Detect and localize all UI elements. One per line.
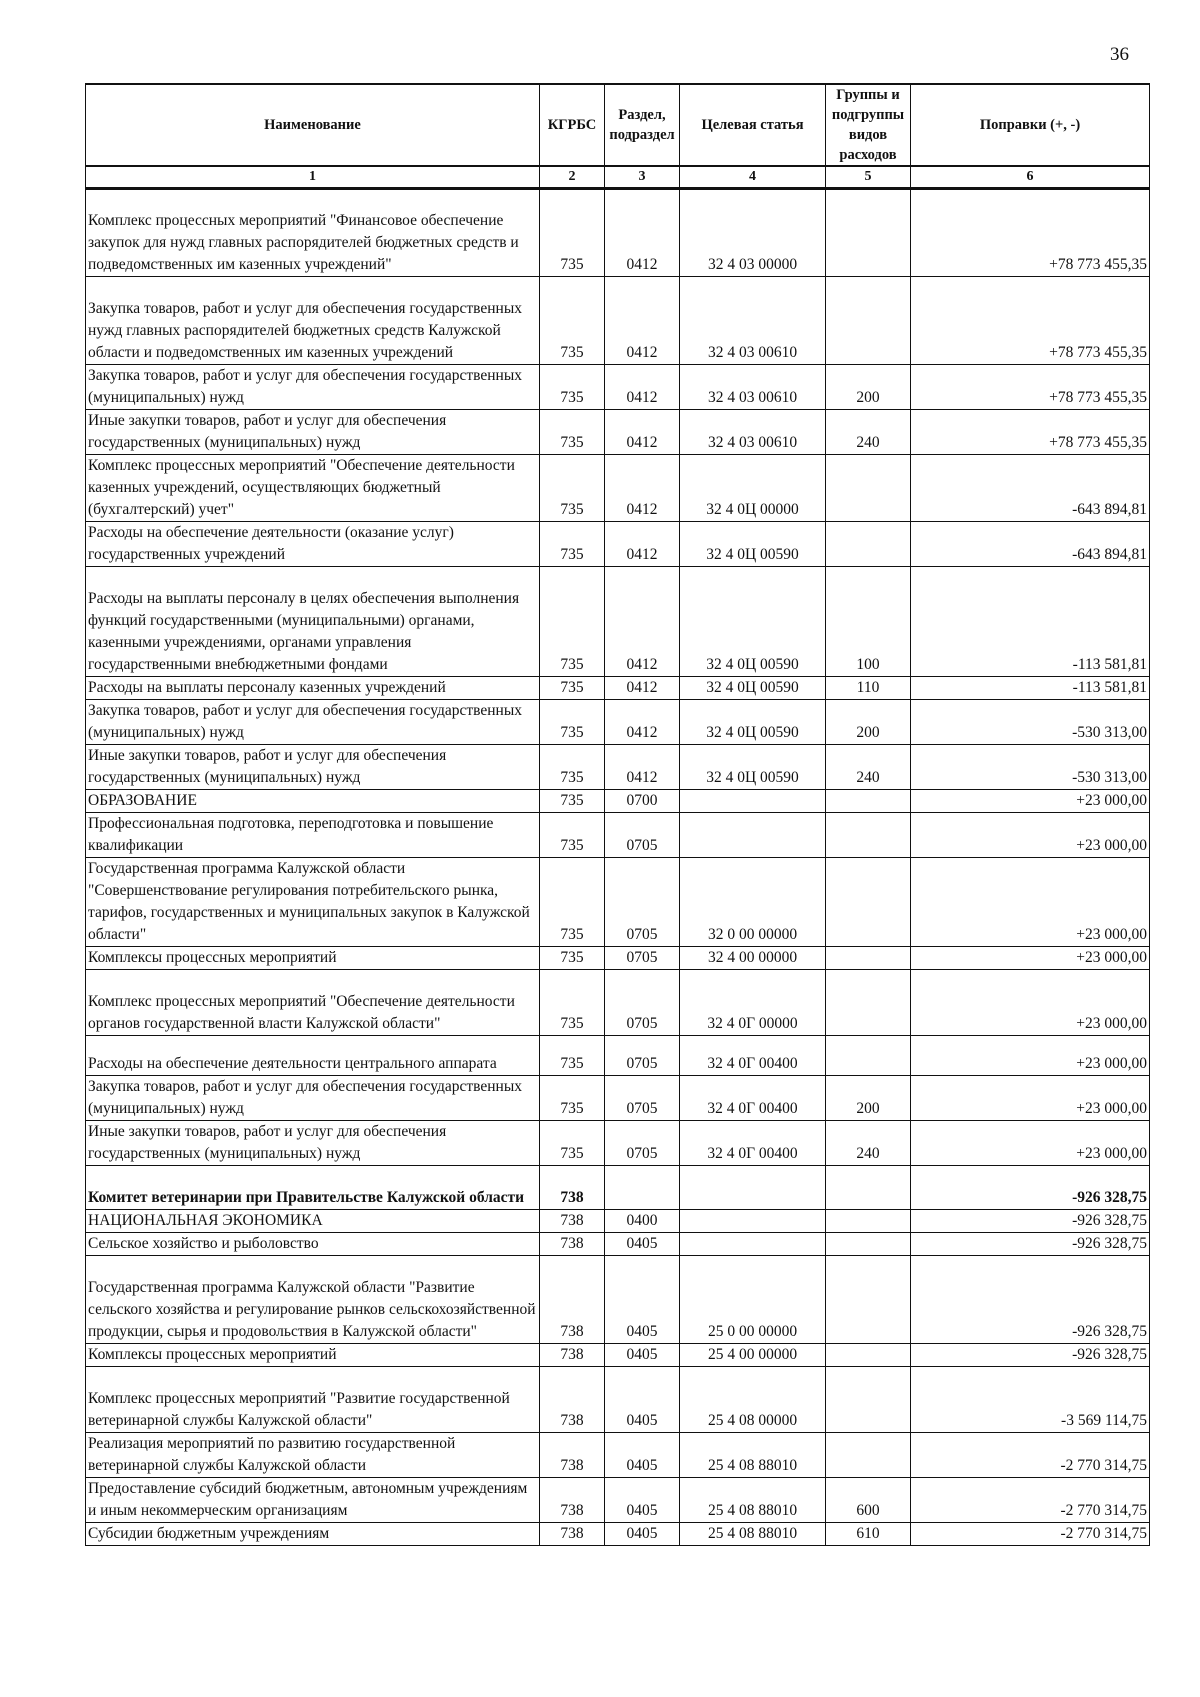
row-group: [826, 813, 911, 858]
row-name: ОБРАЗОВАНИЕ: [86, 790, 540, 813]
row-amount: +23 000,00: [911, 1121, 1150, 1166]
row-amount: +78 773 455,35: [911, 277, 1150, 365]
row-kgrbs: 735: [540, 277, 605, 365]
row-amount: -113 581,81: [911, 677, 1150, 700]
row-target: 32 4 03 00000: [680, 189, 826, 277]
row-target: 32 4 0Ц 00590: [680, 677, 826, 700]
row-section: 0412: [605, 277, 680, 365]
table-row: [86, 790, 1150, 813]
row-section: 0405: [605, 1344, 680, 1367]
row-group: [826, 858, 911, 947]
column-number: 2: [540, 166, 605, 189]
row-name: Комплексы процессных мероприятий: [86, 1344, 540, 1367]
row-name: Расходы на выплаты персоналу в целях обеспечения выполнения функций государственными (муниципальными) органами, казенными учреждениями, органами управления государственными внебюджетными фондами: [86, 567, 540, 677]
row-name: Комплекс процессных мероприятий "Финансовое обеспечение закупок для нужд главных распорядителей бюджетных средств и подведомственных им казенных учреждений": [86, 189, 540, 277]
row-name: Комплекс процессных мероприятий "Обеспечение деятельности казенных учреждений, осуществляющих бюджетный (бухгалтерский) учет": [86, 455, 540, 522]
row-section: 0405: [605, 1233, 680, 1256]
table-row: [86, 1523, 1150, 1546]
row-name: Расходы на выплаты персоналу казенных учреждений: [86, 677, 540, 700]
row-name: Государственная программа Калужской области "Совершенствование регулирования потребительского рынка, тарифов, государственных и муниципальных закупок в Калужской области": [86, 858, 540, 947]
row-name: Комплексы процессных мероприятий: [86, 947, 540, 970]
table-row: [86, 567, 1150, 677]
row-target: [680, 813, 826, 858]
row-target: 32 4 0Ц 00590: [680, 700, 826, 745]
row-amount: -113 581,81: [911, 567, 1150, 677]
row-name: Комплекс процессных мероприятий "Обеспечение деятельности органов государственной власти Калужской области": [86, 970, 540, 1036]
row-kgrbs: 735: [540, 410, 605, 455]
row-amount: +23 000,00: [911, 1036, 1150, 1076]
header-amount: Поправки (+, -): [911, 84, 1150, 166]
row-section: 0412: [605, 189, 680, 277]
row-group: [826, 1256, 911, 1344]
row-target: 25 4 00 00000: [680, 1344, 826, 1367]
row-group: [826, 1233, 911, 1256]
row-kgrbs: 735: [540, 365, 605, 410]
table-row: [86, 1121, 1150, 1166]
row-amount: -2 770 314,75: [911, 1523, 1150, 1546]
row-amount: +23 000,00: [911, 1076, 1150, 1121]
table-row: [86, 522, 1150, 567]
table-row: [86, 1256, 1150, 1344]
row-name: Расходы на обеспечение деятельности (оказание услуг) государственных учреждений: [86, 522, 540, 567]
row-group: 200: [826, 365, 911, 410]
table-row: [86, 1166, 1150, 1210]
table-row: [86, 189, 1150, 277]
table-row: [86, 1433, 1150, 1478]
column-number: 3: [605, 166, 680, 189]
row-group: [826, 522, 911, 567]
row-section: [605, 1166, 680, 1210]
row-section: 0705: [605, 1036, 680, 1076]
row-group: 110: [826, 677, 911, 700]
row-group: [826, 790, 911, 813]
table-row: [86, 858, 1150, 947]
header-target: Целевая статья: [680, 84, 826, 166]
row-group: 200: [826, 1076, 911, 1121]
row-kgrbs: 738: [540, 1433, 605, 1478]
row-name: Профессиональная подготовка, переподготовка и повышение квалификации: [86, 813, 540, 858]
table-row: [86, 1367, 1150, 1433]
header-group: Группы и подгруппы видов расходов: [826, 84, 911, 166]
row-amount: -3 569 114,75: [911, 1367, 1150, 1433]
row-amount: -643 894,81: [911, 455, 1150, 522]
table-row: [86, 970, 1150, 1036]
row-target: 25 4 08 88010: [680, 1523, 826, 1546]
row-amount: -530 313,00: [911, 700, 1150, 745]
row-amount: -643 894,81: [911, 522, 1150, 567]
row-target: 32 4 03 00610: [680, 365, 826, 410]
column-number: 1: [86, 166, 540, 189]
row-section: 0412: [605, 700, 680, 745]
row-name: Иные закупки товаров, работ и услуг для обеспечения государственных (муниципальных) нужд: [86, 745, 540, 790]
table-row: [86, 1036, 1150, 1076]
row-amount: +23 000,00: [911, 947, 1150, 970]
row-name: Комплекс процессных мероприятий "Развитие государственной ветеринарной службы Калужской области": [86, 1367, 540, 1433]
row-kgrbs: 735: [540, 1036, 605, 1076]
row-section: 0405: [605, 1256, 680, 1344]
row-kgrbs: 735: [540, 745, 605, 790]
row-name: Реализация мероприятий по развитию государственной ветеринарной службы Калужской области: [86, 1433, 540, 1478]
row-name: Субсидии бюджетным учреждениям: [86, 1523, 540, 1546]
header-name: Наименование: [86, 84, 540, 166]
row-amount: +78 773 455,35: [911, 189, 1150, 277]
row-kgrbs: 738: [540, 1210, 605, 1233]
row-group: [826, 1344, 911, 1367]
row-kgrbs: 735: [540, 813, 605, 858]
row-group: 600: [826, 1478, 911, 1523]
table-row: [86, 410, 1150, 455]
budget-table: [85, 83, 1150, 1546]
row-kgrbs: 735: [540, 189, 605, 277]
table-row: [86, 1344, 1150, 1367]
row-section: 0412: [605, 455, 680, 522]
row-amount: -2 770 314,75: [911, 1433, 1150, 1478]
row-kgrbs: 735: [540, 455, 605, 522]
page-number: 36: [1110, 44, 1129, 65]
row-amount: -926 328,75: [911, 1210, 1150, 1233]
row-section: 0405: [605, 1478, 680, 1523]
row-amount: -2 770 314,75: [911, 1478, 1150, 1523]
row-amount: +23 000,00: [911, 790, 1150, 813]
row-kgrbs: 735: [540, 700, 605, 745]
row-name: НАЦИОНАЛЬНАЯ ЭКОНОМИКА: [86, 1210, 540, 1233]
header-section: Раздел, подраздел: [605, 84, 680, 166]
row-section: 0412: [605, 677, 680, 700]
row-kgrbs: 738: [540, 1523, 605, 1546]
row-group: 200: [826, 700, 911, 745]
row-amount: -926 328,75: [911, 1256, 1150, 1344]
row-kgrbs: 738: [540, 1256, 605, 1344]
row-group: [826, 455, 911, 522]
row-target: 32 4 0Г 00000: [680, 970, 826, 1036]
row-name: Иные закупки товаров, работ и услуг для обеспечения государственных (муниципальных) нужд: [86, 1121, 540, 1166]
row-kgrbs: 738: [540, 1367, 605, 1433]
row-amount: -926 328,75: [911, 1166, 1150, 1210]
table-row: [86, 455, 1150, 522]
row-amount: +78 773 455,35: [911, 410, 1150, 455]
row-amount: -926 328,75: [911, 1344, 1150, 1367]
row-section: 0405: [605, 1367, 680, 1433]
table-row: [86, 677, 1150, 700]
row-target: [680, 1166, 826, 1210]
row-section: 0705: [605, 947, 680, 970]
row-group: [826, 947, 911, 970]
row-name: Иные закупки товаров, работ и услуг для обеспечения государственных (муниципальных) нужд: [86, 410, 540, 455]
row-name: Расходы на обеспечение деятельности центрального аппарата: [86, 1036, 540, 1076]
row-section: 0412: [605, 365, 680, 410]
column-number: 6: [911, 166, 1150, 189]
row-group: [826, 277, 911, 365]
row-target: [680, 1233, 826, 1256]
row-group: [826, 1210, 911, 1233]
row-group: [826, 1367, 911, 1433]
row-target: [680, 1210, 826, 1233]
row-amount: -926 328,75: [911, 1233, 1150, 1256]
row-amount: +23 000,00: [911, 858, 1150, 947]
table-row: [86, 700, 1150, 745]
row-kgrbs: 735: [540, 567, 605, 677]
row-kgrbs: 735: [540, 1076, 605, 1121]
row-name: Сельское хозяйство и рыболовство: [86, 1233, 540, 1256]
table-row: [86, 1210, 1150, 1233]
row-group: [826, 1036, 911, 1076]
row-section: 0412: [605, 567, 680, 677]
row-section: 0400: [605, 1210, 680, 1233]
row-amount: +78 773 455,35: [911, 365, 1150, 410]
table-row: [86, 365, 1150, 410]
table-row: [86, 947, 1150, 970]
row-target: 25 0 00 00000: [680, 1256, 826, 1344]
row-target: 25 4 08 00000: [680, 1367, 826, 1433]
row-target: 32 4 03 00610: [680, 410, 826, 455]
row-target: 25 4 08 88010: [680, 1478, 826, 1523]
row-section: 0412: [605, 522, 680, 567]
row-kgrbs: 738: [540, 1233, 605, 1256]
row-group: 100: [826, 567, 911, 677]
row-section: 0705: [605, 858, 680, 947]
row-kgrbs: 738: [540, 1344, 605, 1367]
row-kgrbs: 735: [540, 970, 605, 1036]
row-group: [826, 189, 911, 277]
row-section: 0705: [605, 1121, 680, 1166]
row-amount: +23 000,00: [911, 970, 1150, 1036]
row-kgrbs: 735: [540, 677, 605, 700]
row-name: Закупка товаров, работ и услуг для обеспечения государственных нужд главных распорядителей бюджетных средств Калужской области и подведомственных им казенных учреждений: [86, 277, 540, 365]
row-name: Закупка товаров, работ и услуг для обеспечения государственных (муниципальных) нужд: [86, 700, 540, 745]
row-target: 32 4 0Ц 00590: [680, 567, 826, 677]
row-target: 32 4 00 00000: [680, 947, 826, 970]
row-name: Закупка товаров, работ и услуг для обеспечения государственных (муниципальных) нужд: [86, 365, 540, 410]
row-group: [826, 1433, 911, 1478]
table-row: [86, 813, 1150, 858]
table-row: [86, 1478, 1150, 1523]
row-kgrbs: 735: [540, 947, 605, 970]
row-group: 240: [826, 1121, 911, 1166]
row-group: 240: [826, 745, 911, 790]
row-section: 0705: [605, 813, 680, 858]
row-kgrbs: 738: [540, 1166, 605, 1210]
row-kgrbs: 735: [540, 1121, 605, 1166]
row-kgrbs: 735: [540, 858, 605, 947]
row-name: Комитет ветеринарии при Правительстве Калужской области: [86, 1166, 540, 1210]
column-number: 5: [826, 166, 911, 189]
header-kgrbs: КГРБС: [540, 84, 605, 166]
row-kgrbs: 735: [540, 522, 605, 567]
row-name: Государственная программа Калужской области "Развитие сельского хозяйства и регулирование рынков сельскохозяйственной продукции, сырья и продовольствия в Калужской области": [86, 1256, 540, 1344]
table-row: [86, 277, 1150, 365]
row-name: Закупка товаров, работ и услуг для обеспечения государственных (муниципальных) нужд: [86, 1076, 540, 1121]
row-target: [680, 790, 826, 813]
row-target: 32 4 03 00610: [680, 277, 826, 365]
row-group: 240: [826, 410, 911, 455]
row-section: 0705: [605, 970, 680, 1036]
row-kgrbs: 738: [540, 1478, 605, 1523]
row-section: 0700: [605, 790, 680, 813]
row-target: 32 4 0Г 00400: [680, 1121, 826, 1166]
row-amount: +23 000,00: [911, 813, 1150, 858]
row-section: 0705: [605, 1076, 680, 1121]
row-kgrbs: 735: [540, 790, 605, 813]
table-row: [86, 1076, 1150, 1121]
row-section: 0412: [605, 745, 680, 790]
row-amount: -530 313,00: [911, 745, 1150, 790]
row-group: [826, 1166, 911, 1210]
row-section: 0412: [605, 410, 680, 455]
row-section: 0405: [605, 1523, 680, 1546]
row-group: [826, 970, 911, 1036]
row-target: 32 4 0Ц 00590: [680, 522, 826, 567]
row-target: 32 4 0Ц 00000: [680, 455, 826, 522]
column-number: 4: [680, 166, 826, 189]
row-target: 32 4 0Г 00400: [680, 1076, 826, 1121]
header-row: [86, 84, 1150, 166]
row-section: 0405: [605, 1433, 680, 1478]
row-target: 32 4 0Г 00400: [680, 1036, 826, 1076]
row-name: Предоставление субсидий бюджетным, автономным учреждениям и иным некоммерческим организациям: [86, 1478, 540, 1523]
row-target: 32 4 0Ц 00590: [680, 745, 826, 790]
column-number-row: [86, 166, 1150, 189]
row-target: 32 0 00 00000: [680, 858, 826, 947]
table-row: [86, 745, 1150, 790]
row-target: 25 4 08 88010: [680, 1433, 826, 1478]
row-group: 610: [826, 1523, 911, 1546]
table-row: [86, 1233, 1150, 1256]
